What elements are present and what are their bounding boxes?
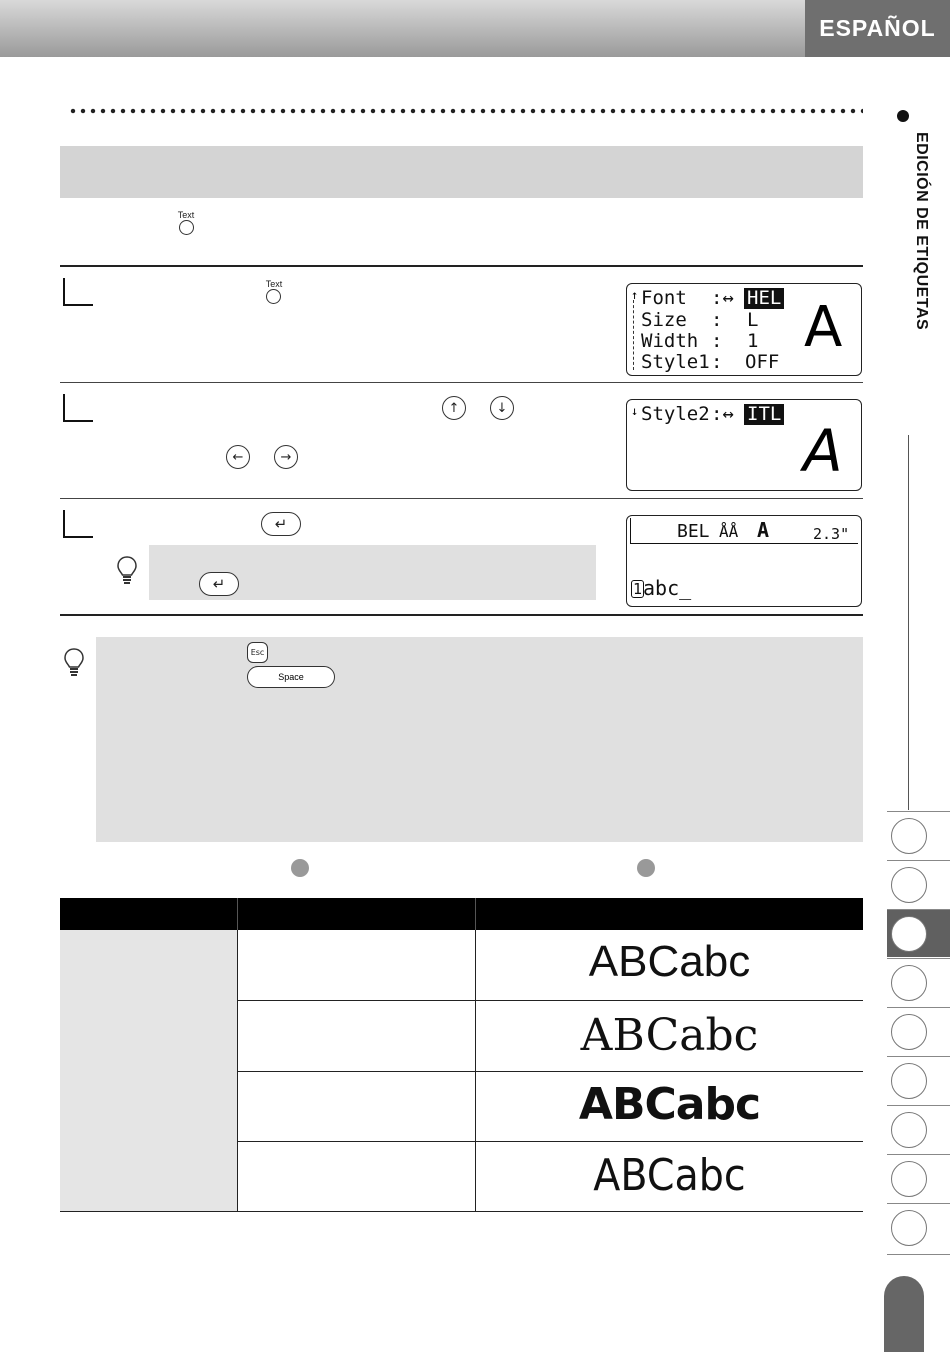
intro-text-key	[176, 210, 196, 235]
chapter-tab-circle-icon	[891, 1014, 927, 1050]
lcd3-line-number: 1	[633, 580, 643, 598]
step-1-marker	[63, 278, 93, 306]
step-divider-2	[60, 498, 863, 499]
lcd1-line-width: Width	[641, 330, 699, 352]
space-key-icon: Space	[247, 666, 335, 688]
page-number-tab	[884, 1276, 924, 1352]
bullet-dot-1	[291, 859, 309, 877]
enter-key-icon: ↵	[261, 512, 301, 536]
text-key-label: Text	[177, 210, 195, 220]
chapter-tab-2[interactable]	[887, 860, 950, 908]
chapter-tab-circle-icon	[891, 1063, 927, 1099]
lcd1-sep-size: :	[711, 309, 723, 331]
tip-bulb-icon-2	[63, 647, 85, 686]
sidebar-rule	[908, 435, 909, 810]
lcd2-line-style2: Style2	[641, 403, 710, 425]
chapter-tab-circle-icon	[891, 1210, 927, 1246]
chapter-tab-7[interactable]	[887, 1105, 950, 1153]
step-divider-1	[60, 382, 863, 383]
chapter-tab-circle-icon	[891, 965, 927, 1001]
lcd1-line-size: Size	[641, 309, 687, 331]
chapter-tab-6[interactable]	[887, 1056, 950, 1104]
right-arrow-key-icon: →	[274, 445, 298, 469]
lcd1-value-font: HEL	[744, 288, 784, 309]
font-sample-helsinki: ABCabc	[588, 937, 751, 986]
lcd3-status-font: BEL	[677, 521, 710, 542]
lcd2-preview-glyph: A	[803, 417, 843, 485]
chapter-tab-circle-icon	[891, 1112, 927, 1148]
font-table-group-cell	[60, 930, 237, 1212]
scroll-indicator	[633, 300, 635, 370]
text-key-label: Text	[265, 279, 283, 289]
chapter-tab-4[interactable]	[887, 958, 950, 1006]
sidebar-section-title: EDICIÓN DE ETIQUETAS	[913, 132, 930, 331]
chapter-tab-5[interactable]	[887, 1007, 950, 1055]
chapter-tab-circle-icon	[891, 818, 927, 854]
step-1-text-key	[264, 279, 284, 304]
section-bullet-icon	[897, 110, 909, 122]
lcd2-value-style2: ITL	[744, 404, 784, 425]
step-3-marker	[63, 510, 93, 538]
scroll-up-down-icon: ↑	[631, 288, 639, 302]
lcd2-sep-style2: :↔	[711, 403, 734, 425]
text-key-icon	[266, 289, 281, 304]
scroll-down-icon: ↓	[631, 404, 639, 418]
language-tab: ESPAÑOL	[805, 0, 950, 57]
chapter-tab-9[interactable]	[887, 1203, 950, 1255]
lcd1-sep-width: :	[711, 330, 723, 352]
lcd-screen-1	[626, 283, 862, 376]
chapter-tab-8[interactable]	[887, 1154, 950, 1202]
lcd1-line-style1: Style1	[641, 351, 710, 373]
font-sample-san-diego: ABCabc	[593, 1150, 746, 1201]
lcd3-status-size: ÅÅ	[719, 522, 739, 541]
lcd1-value-width: 1	[747, 330, 759, 352]
font-table-header	[60, 898, 863, 930]
dotted-divider	[68, 106, 863, 116]
up-arrow-key-icon: ↑	[442, 396, 466, 420]
section-heading-bar	[60, 146, 863, 198]
bullet-dot-2	[637, 859, 655, 877]
font-table-body	[60, 930, 863, 1212]
lcd1-value-style1: OFF	[745, 351, 780, 373]
font-sample-belgium: ABCabc	[578, 1079, 761, 1130]
lcd3-text: abc_	[643, 576, 692, 600]
down-arrow-key-icon: ↓	[490, 396, 514, 420]
lcd1-line-font: Font	[641, 287, 687, 309]
lcd3-status-style: A	[757, 518, 770, 542]
font-table	[60, 898, 863, 1212]
step-2-marker	[63, 394, 93, 422]
top-banner	[0, 0, 805, 57]
tips-box	[96, 637, 863, 842]
chapter-tab-1[interactable]	[887, 811, 950, 859]
font-sample-brussels: ABCabc	[580, 1010, 759, 1061]
esc-key-icon: Esc	[247, 642, 268, 663]
lcd3-status-length: 2.3"	[813, 525, 850, 543]
step-divider-top	[60, 265, 863, 267]
left-arrow-key-icon: ←	[226, 445, 250, 469]
lcd-screen-3	[626, 515, 862, 607]
text-key-icon	[179, 220, 194, 235]
tip-bulb-icon-1	[116, 555, 138, 592]
lcd1-preview-glyph: A	[804, 295, 843, 360]
lcd1-value-size: L	[747, 309, 759, 331]
chapter-tab-circle-icon	[891, 916, 927, 952]
lcd1-sep-style1: :	[711, 351, 723, 373]
chapter-tab-3-active[interactable]	[887, 909, 950, 957]
step-divider-bottom	[60, 614, 863, 616]
enter-key-icon-tip: ↵	[199, 572, 239, 596]
chapter-tab-circle-icon	[891, 867, 927, 903]
lcd1-sep-font: :↔	[711, 287, 734, 309]
lcd-screen-2	[626, 399, 862, 491]
chapter-tab-circle-icon	[891, 1161, 927, 1197]
